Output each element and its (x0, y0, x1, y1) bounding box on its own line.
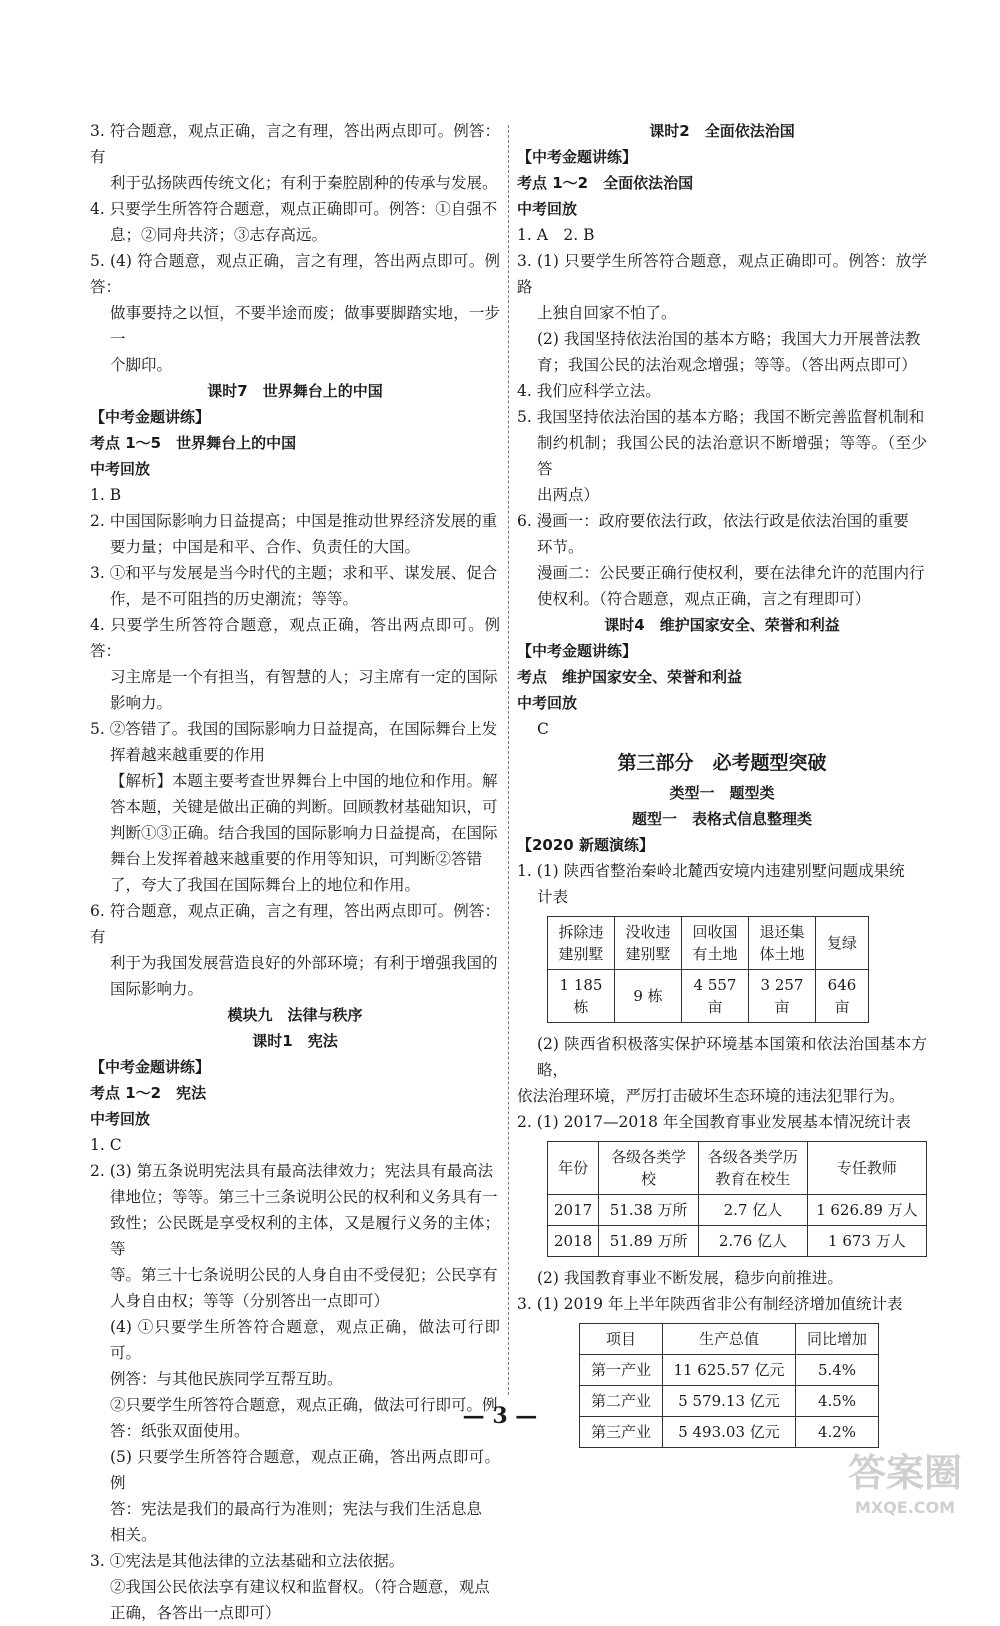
answer-line: 上独自回家不怕了。 (537, 304, 677, 322)
table-cell: 51.89 万所 (599, 1226, 699, 1257)
lesson-title: 课时4 维护国家安全、荣誉和利益 (604, 616, 840, 634)
table-cell: 拆除违建别墅 (548, 917, 615, 970)
answer-line: 息；②同舟共济；③志存高远。 (110, 226, 328, 244)
answer-line: 1. C (90, 1136, 122, 1154)
answer-line: 5. ②答错了。我国的国际影响力日益提高，在国际舞台上发 (90, 720, 498, 738)
table-cell: 1 185 栋 (548, 970, 615, 1023)
answer-line: 3. ①和平与发展是当今时代的主题；求和平、谋发展、促合 (90, 564, 498, 582)
part-title: 第三部分 必考题型突破 (617, 752, 827, 774)
answer-line: 习主席是一个有担当，有智慧的人；习主席有一定的国际 (110, 668, 498, 686)
answer-line: C (537, 720, 549, 738)
answer-line: 漫画二：公民要正确行使权利，要在法律允许的范围内行 (537, 564, 925, 582)
table-cell: 回收国有土地 (682, 917, 749, 970)
table-cell: 646 亩 (816, 970, 869, 1023)
section-heading: 【中考金题讲练】 (90, 1058, 211, 1076)
lesson-title: 课时2 全面依法治国 (649, 122, 795, 140)
answer-line: 律地位；等等。第三十三条说明公民的权利和义务具有一 (110, 1188, 498, 1206)
answer-line: 1. A 2. B (517, 226, 595, 244)
right-column (517, 118, 927, 1456)
table-cell: 各级各类学历教育在校生 (699, 1142, 808, 1195)
lesson-title: 题型一 表格式信息整理类 (631, 810, 812, 828)
section-heading: 【中考金题讲练】 (90, 408, 211, 426)
section-heading: 中考回放 (517, 694, 578, 712)
table-cell: 5 493.03 亿元 (663, 1417, 796, 1448)
table-cell: 4 557 亩 (682, 970, 749, 1023)
answer-line: 2. (3) 第五条说明宪法具有最高法律效力；宪法具有最高法 (90, 1162, 494, 1180)
answer-line: (4) ①只要学生所答符合题意，观点正确，做法可行即可。 (110, 1318, 500, 1362)
lesson-title: 课时7 世界舞台上的中国 (207, 382, 383, 400)
answer-line: 3. (1) 只要学生所答符合题意，观点正确即可。例答：放学路 (517, 252, 927, 296)
answer-line: (2) 我国坚持依法治国的基本方略；我国大力开展普法教 (537, 330, 921, 348)
answer-line: 4. 我们应科学立法。 (517, 382, 661, 400)
answer-line: 个脚印。 (110, 356, 173, 374)
table-header-row (580, 1324, 879, 1355)
section-heading: 中考回放 (90, 1110, 151, 1128)
table-economy-stats (579, 1323, 879, 1448)
right-top-section (517, 118, 927, 910)
answer-line: (5) 只要学生所答符合题意，观点正确，答出两点即可。例 (110, 1448, 500, 1492)
table-cell: 2.7 亿人 (699, 1195, 808, 1226)
answer-line: 制约机制；我国公民的法治意识不断增强；等等。（至少答 (537, 434, 927, 478)
answer-line: 作，是不可阻挡的历史潮流；等等。 (110, 590, 359, 608)
lesson-title: 模块九 法律与秩序 (227, 1006, 363, 1024)
answer-line: 计表 (537, 888, 569, 906)
answer-line: 5. 我国坚持依法治国的基本方略；我国不断完善监督机制和 (517, 408, 925, 426)
answer-line: 依法治理环境，严厉打击破坏生态环境的违法犯罪行为。 (517, 1087, 905, 1105)
answer-line: 影响力。 (110, 694, 173, 712)
answer-line: 【解析】本题主要考查世界舞台上中国的地位和作用。解 (110, 772, 498, 790)
table-cell: 复绿 (816, 917, 869, 970)
answer-line: 判断①③正确。结合我国的国际影响力日益提高，在国际 (110, 824, 498, 842)
answer-line: 育；我国公民的法治观念增强；等等。（答出两点即可） (537, 356, 917, 374)
answer-line: 3. ①宪法是其他法律的立法基础和立法依据。 (90, 1552, 405, 1570)
answer-line: 人身自由权；等等（分别答出一点即可） (110, 1292, 390, 1310)
section-heading: 考点 1～2 宪法 (90, 1084, 207, 1102)
answer-line: 答本题，关键是做出正确的判断。回顾教材基础知识，可 (110, 798, 498, 816)
answer-line: 使权利。（符合题意，观点正确，言之有理即可） (537, 590, 871, 608)
table-cell: 4.2% (796, 1417, 879, 1448)
answer-line: 答：宪法是我们的最高行为准则；宪法与我们生活息息 (110, 1500, 483, 1518)
table-cell: 1 673 万人 (807, 1226, 926, 1257)
table-cell: 第三产业 (580, 1417, 663, 1448)
table-cell: 4.5% (796, 1386, 879, 1417)
right-mid-section (517, 1031, 927, 1135)
table-cell: 年份 (548, 1142, 599, 1195)
page-number: — 3 — (462, 1403, 538, 1429)
table-cell: 项目 (580, 1324, 663, 1355)
left-column (90, 118, 500, 1626)
table-header-row (548, 1142, 927, 1195)
table-cell: 同比增加 (796, 1324, 879, 1355)
table-cell: 没收违建别墅 (615, 917, 682, 970)
answer-line: 2. 中国国际影响力日益提高；中国是推动世界经济发展的重 (90, 512, 498, 530)
answer-line: 挥着越来越重要的作用 (110, 746, 266, 764)
table-row (548, 1195, 927, 1226)
answer-line: 4. 只要学生所答符合题意，观点正确即可。例答：①自强不 (90, 200, 498, 218)
answer-line: 致性；公民既是享受权利的主体，又是履行义务的主体；等 (110, 1214, 500, 1258)
answer-line: 1. B (90, 486, 122, 504)
section-heading: 【中考金题讲练】 (517, 642, 638, 660)
answer-line: 要力量；中国是和平、合作、负责任的大国。 (110, 538, 421, 556)
answer-line: (2) 陕西省积极落实保护环境基本国策和依法治国基本方略， (537, 1035, 927, 1079)
section-heading: 考点 1～5 世界舞台上的中国 (90, 434, 297, 452)
answer-line: 等。第三十七条说明公民的人身自由不受侵犯；公民享有 (110, 1266, 498, 1284)
table-cell: 生产总值 (663, 1324, 796, 1355)
answer-line: 相关。 (110, 1526, 157, 1544)
table-cell: 各级各类学校 (599, 1142, 699, 1195)
table-cell: 5.4% (796, 1355, 879, 1386)
answer-line: 答：纸张双面使用。 (110, 1422, 250, 1440)
column-divider (508, 125, 509, 1395)
answer-line: 3. (1) 2019 年上半年陕西省非公有制经济增加值统计表 (517, 1295, 903, 1313)
table-cell: 3 257 亩 (749, 970, 816, 1023)
answer-line: 6. 符合题意，观点正确，言之有理，答出两点即可。例答：有 (90, 902, 500, 946)
table-cell: 11 625.57 亿元 (663, 1355, 796, 1386)
answer-line: 3. 符合题意，观点正确，言之有理，答出两点即可。例答：有 (90, 122, 500, 166)
table-cell: 退还集体土地 (749, 917, 816, 970)
answer-line: 5. (4) 符合题意，观点正确，言之有理，答出两点即可。例答： (90, 252, 500, 296)
answer-line: 了，夸大了我国在国际舞台上的地位和作用。 (110, 876, 421, 894)
section-heading: 中考回放 (90, 460, 151, 478)
table-header-row (548, 917, 869, 970)
lesson-title: 课时1 宪法 (252, 1032, 338, 1050)
table-villa-stats (547, 916, 869, 1023)
table-cell: 2017 (548, 1195, 599, 1226)
section-heading: 中考回放 (517, 200, 578, 218)
answer-line: 国际影响力。 (110, 980, 204, 998)
lesson-title: 类型一 题型类 (669, 784, 775, 802)
table-cell: 第二产业 (580, 1386, 663, 1417)
answer-line: 6. 漫画一：政府要依法行政，依法行政是依法治国的重要 (517, 512, 909, 530)
table-cell: 5 579.13 亿元 (663, 1386, 796, 1417)
table-row (580, 1355, 879, 1386)
answer-line: 利于为我国发展营造良好的外部环境；有利于增强我国的 (110, 954, 498, 972)
answer-line: 做事要持之以恒，不要半途而废；做事要脚踏实地，一步一 (110, 304, 500, 348)
answer-line: 舞台上发挥着越来越重要的作用等知识，可判断②答错 (110, 850, 483, 868)
right-mid2-section (517, 1265, 927, 1317)
answer-line: 4. 只要学生所答符合题意，观点正确，答出两点即可。例答： (90, 616, 500, 660)
table-cell: 9 栋 (615, 970, 682, 1023)
table-row (548, 1226, 927, 1257)
answer-line: 2. (1) 2017—2018 年全国教育事业发展基本情况统计表 (517, 1113, 911, 1131)
table-education-stats (547, 1141, 927, 1257)
section-heading: 【中考金题讲练】 (517, 148, 638, 166)
answer-line: 利于弘扬陕西传统文化；有利于秦腔剧种的传承与发展。 (110, 174, 498, 192)
watermark-logo (830, 1441, 980, 1521)
svg-text:答案圈: 答案圈 (847, 1451, 963, 1495)
table-cell: 2018 (548, 1226, 599, 1257)
answer-line: (2) 我国教育事业不断发展，稳步向前推进。 (537, 1269, 843, 1287)
answer-line: 环节。 (537, 538, 584, 556)
answer-line: 例答：与其他民族同学互帮互助。 (110, 1370, 343, 1388)
svg-text:MXQE.COM: MXQE.COM (854, 1498, 956, 1517)
answer-line: ②只要学生所答符合题意，观点正确，做法可行即可。例 (110, 1396, 498, 1414)
answer-line: 1. (1) 陕西省整治秦岭北麓西安境内违建别墅问题成果统 (517, 862, 905, 880)
table-row (548, 970, 869, 1023)
section-heading: 考点 维护国家安全、荣誉和利益 (517, 668, 743, 686)
table-cell: 2.76 亿人 (699, 1226, 808, 1257)
table-cell: 专任教师 (807, 1142, 926, 1195)
table-cell: 第一产业 (580, 1355, 663, 1386)
section-heading: 考点 1～2 全面依法治国 (517, 174, 694, 192)
answer-line: ②我国公民依法享有建议权和监督权。（符合题意，观点 (110, 1578, 490, 1596)
table-cell: 1 626.89 万人 (807, 1195, 926, 1226)
table-cell: 51.38 万所 (599, 1195, 699, 1226)
section-heading: 【2020 新题演练】 (517, 836, 654, 854)
answer-line: 出两点） (537, 486, 600, 504)
answer-line: 正确，各答出一点即可） (110, 1604, 281, 1622)
